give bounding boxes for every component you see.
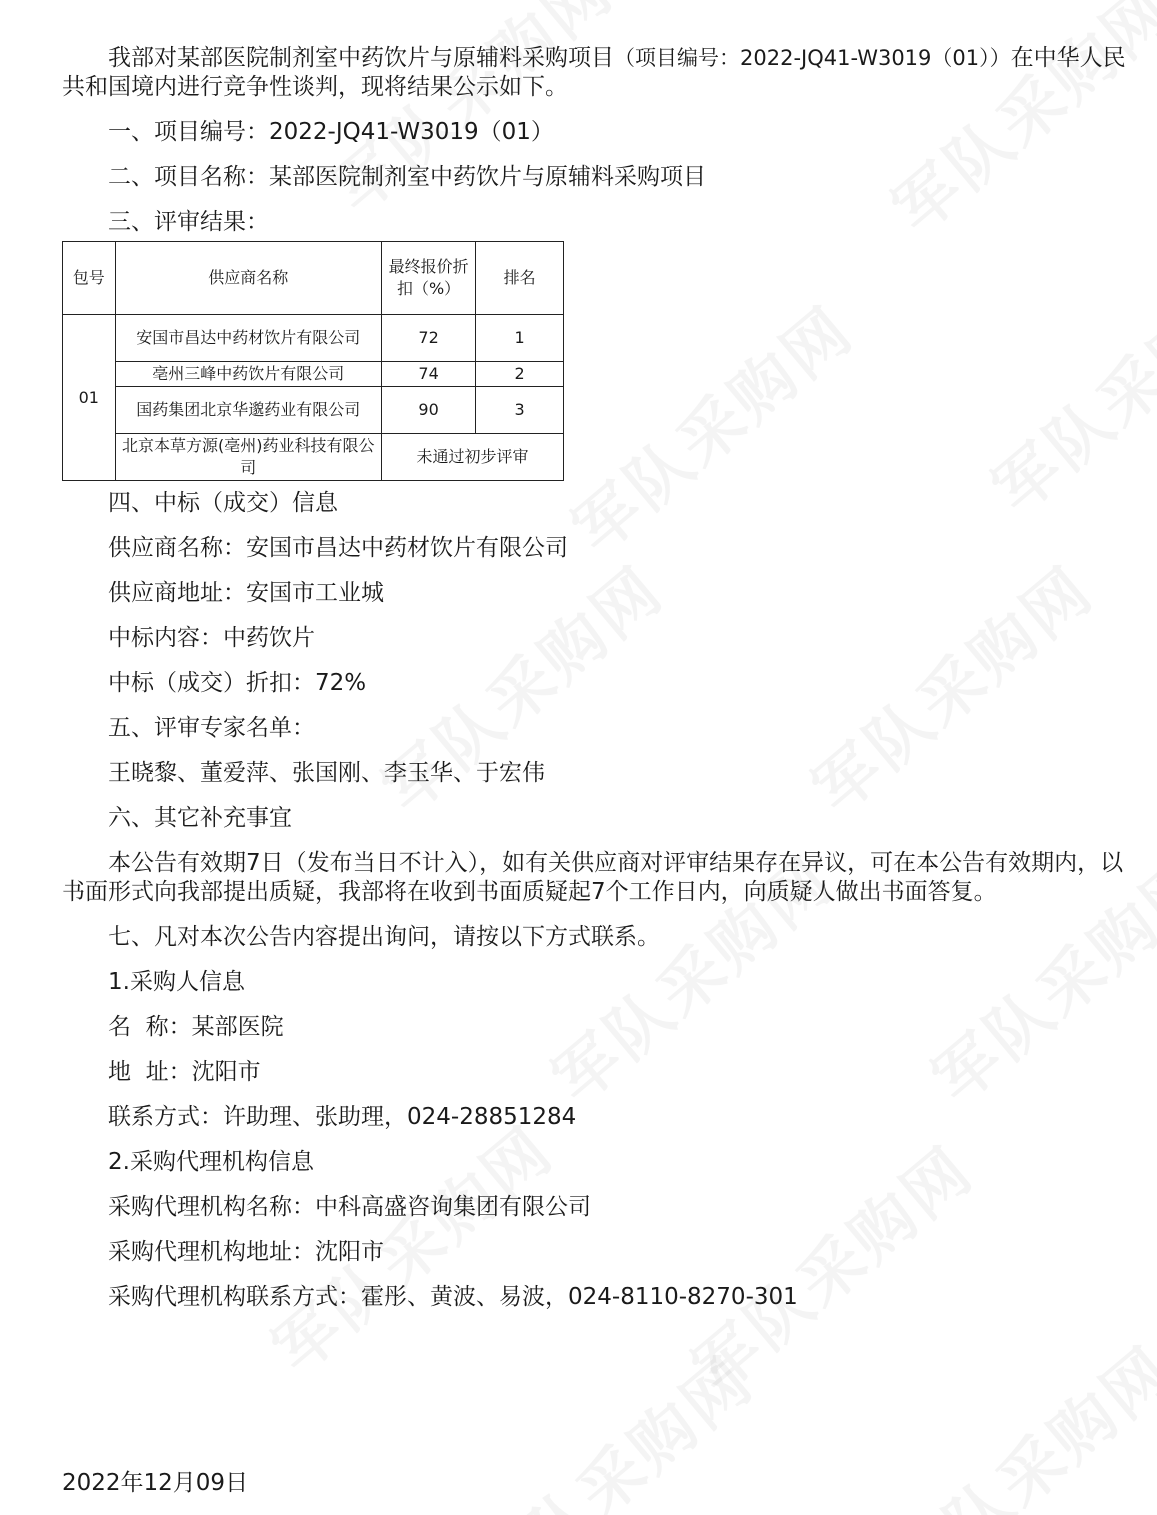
section-other-matters: 六、其它补充事宜 [108, 805, 292, 831]
supplier-name-cell: 北京本草方源(亳州)药业科技有限公司 [115, 434, 381, 481]
discount-cell: 74 [381, 362, 475, 387]
award-supplier-name: 供应商名称：安国市昌达中药材饮片有限公司 [108, 535, 568, 561]
watermark-text [870, 1321, 1157, 1515]
rank-cell: 3 [476, 387, 564, 434]
review-note-cell: 未通过初步评审 [381, 434, 563, 481]
header-final-discount: 最终报价折扣（%） [381, 242, 475, 315]
package-number: 01 [63, 315, 116, 481]
result-table [62, 241, 564, 481]
intro-lead: 我部对 [108, 45, 177, 71]
agent-info-title: 2.采购代理机构信息 [108, 1149, 314, 1175]
announcement-body [62, 44, 1142, 1328]
intro-paragraph [62, 44, 1142, 102]
buyer-contact: 联系方式：许助理、张助理，024-28851284 [108, 1104, 577, 1130]
notice-paragraph: 本公告有效期7日（发布当日不计入），如有关供应商对评审结果存在异议，可在本公告有效期内，以书面形式向我部提出质疑，我部将在收到书面质疑起7个工作日内，向质疑人做出书面答复。 [62, 850, 1124, 905]
buyer-info-title: 1.采购人信息 [108, 969, 245, 995]
buyer-address: 地 址：沈阳市 [108, 1059, 261, 1085]
table-row [63, 387, 564, 434]
discount-cell: 72 [381, 315, 475, 362]
section-project-code: 一、项目编号：2022-JQ41-W3019（01） [108, 119, 554, 145]
supplier-name-cell: 安国市昌达中药材饮片有限公司 [115, 315, 381, 362]
publish-date: 2022年12月09日 [62, 1470, 249, 1496]
section-experts: 五、评审专家名单： [108, 715, 315, 741]
agent-address: 采购代理机构地址：沈阳市 [108, 1239, 384, 1265]
supplier-name-cell: 亳州三峰中药饮片有限公司 [115, 362, 381, 387]
intro-code: 2022-JQ41-W3019（01） [740, 46, 990, 70]
header-package: 包号 [63, 242, 116, 315]
section-contact: 七、凡对本次公告内容提出询问，请按以下方式联系。 [108, 924, 660, 950]
header-rank: 排名 [476, 242, 564, 315]
award-supplier-address: 供应商地址：安国市工业城 [108, 580, 384, 606]
header-supplier-name: 供应商名称 [115, 242, 381, 315]
rank-cell: 1 [476, 315, 564, 362]
table-header-row [63, 242, 564, 315]
expert-list: 王晓黎、董爱萍、张国刚、李玉华、于宏伟 [108, 760, 545, 786]
buyer-name: 名 称：某部医院 [108, 1014, 284, 1040]
intro-code-close: ） [989, 46, 1011, 70]
section-review-result: 三、评审结果： [108, 209, 269, 235]
watermark-text [450, 1331, 770, 1515]
agent-name: 采购代理机构名称：中科高盛咨询集团有限公司 [108, 1194, 591, 1220]
discount-cell: 90 [381, 387, 475, 434]
intro-project: 某部医院制剂室中药饮片与原辅料采购项目 [177, 45, 614, 71]
intro-code-open: （项目编号： [614, 46, 740, 70]
award-content: 中标内容：中药饮片 [108, 625, 315, 651]
table-row [63, 362, 564, 387]
table-row [63, 434, 564, 481]
award-discount: 中标（成交）折扣：72% [108, 670, 367, 696]
supplier-name-cell: 国药集团北京华邈药业有限公司 [115, 387, 381, 434]
intro-rest: 在中华人民共和国境内进行竞争性谈判，现将结果公示如下。 [62, 45, 1126, 100]
table-row [63, 315, 564, 362]
section-award-info: 四、中标（成交）信息 [108, 490, 338, 516]
agent-contact: 采购代理机构联系方式：霍彤、黄波、易波，024-8110-8270-301 [108, 1284, 798, 1310]
section-project-name: 二、项目名称：某部医院制剂室中药饮片与原辅料采购项目 [108, 164, 706, 190]
rank-cell: 2 [476, 362, 564, 387]
